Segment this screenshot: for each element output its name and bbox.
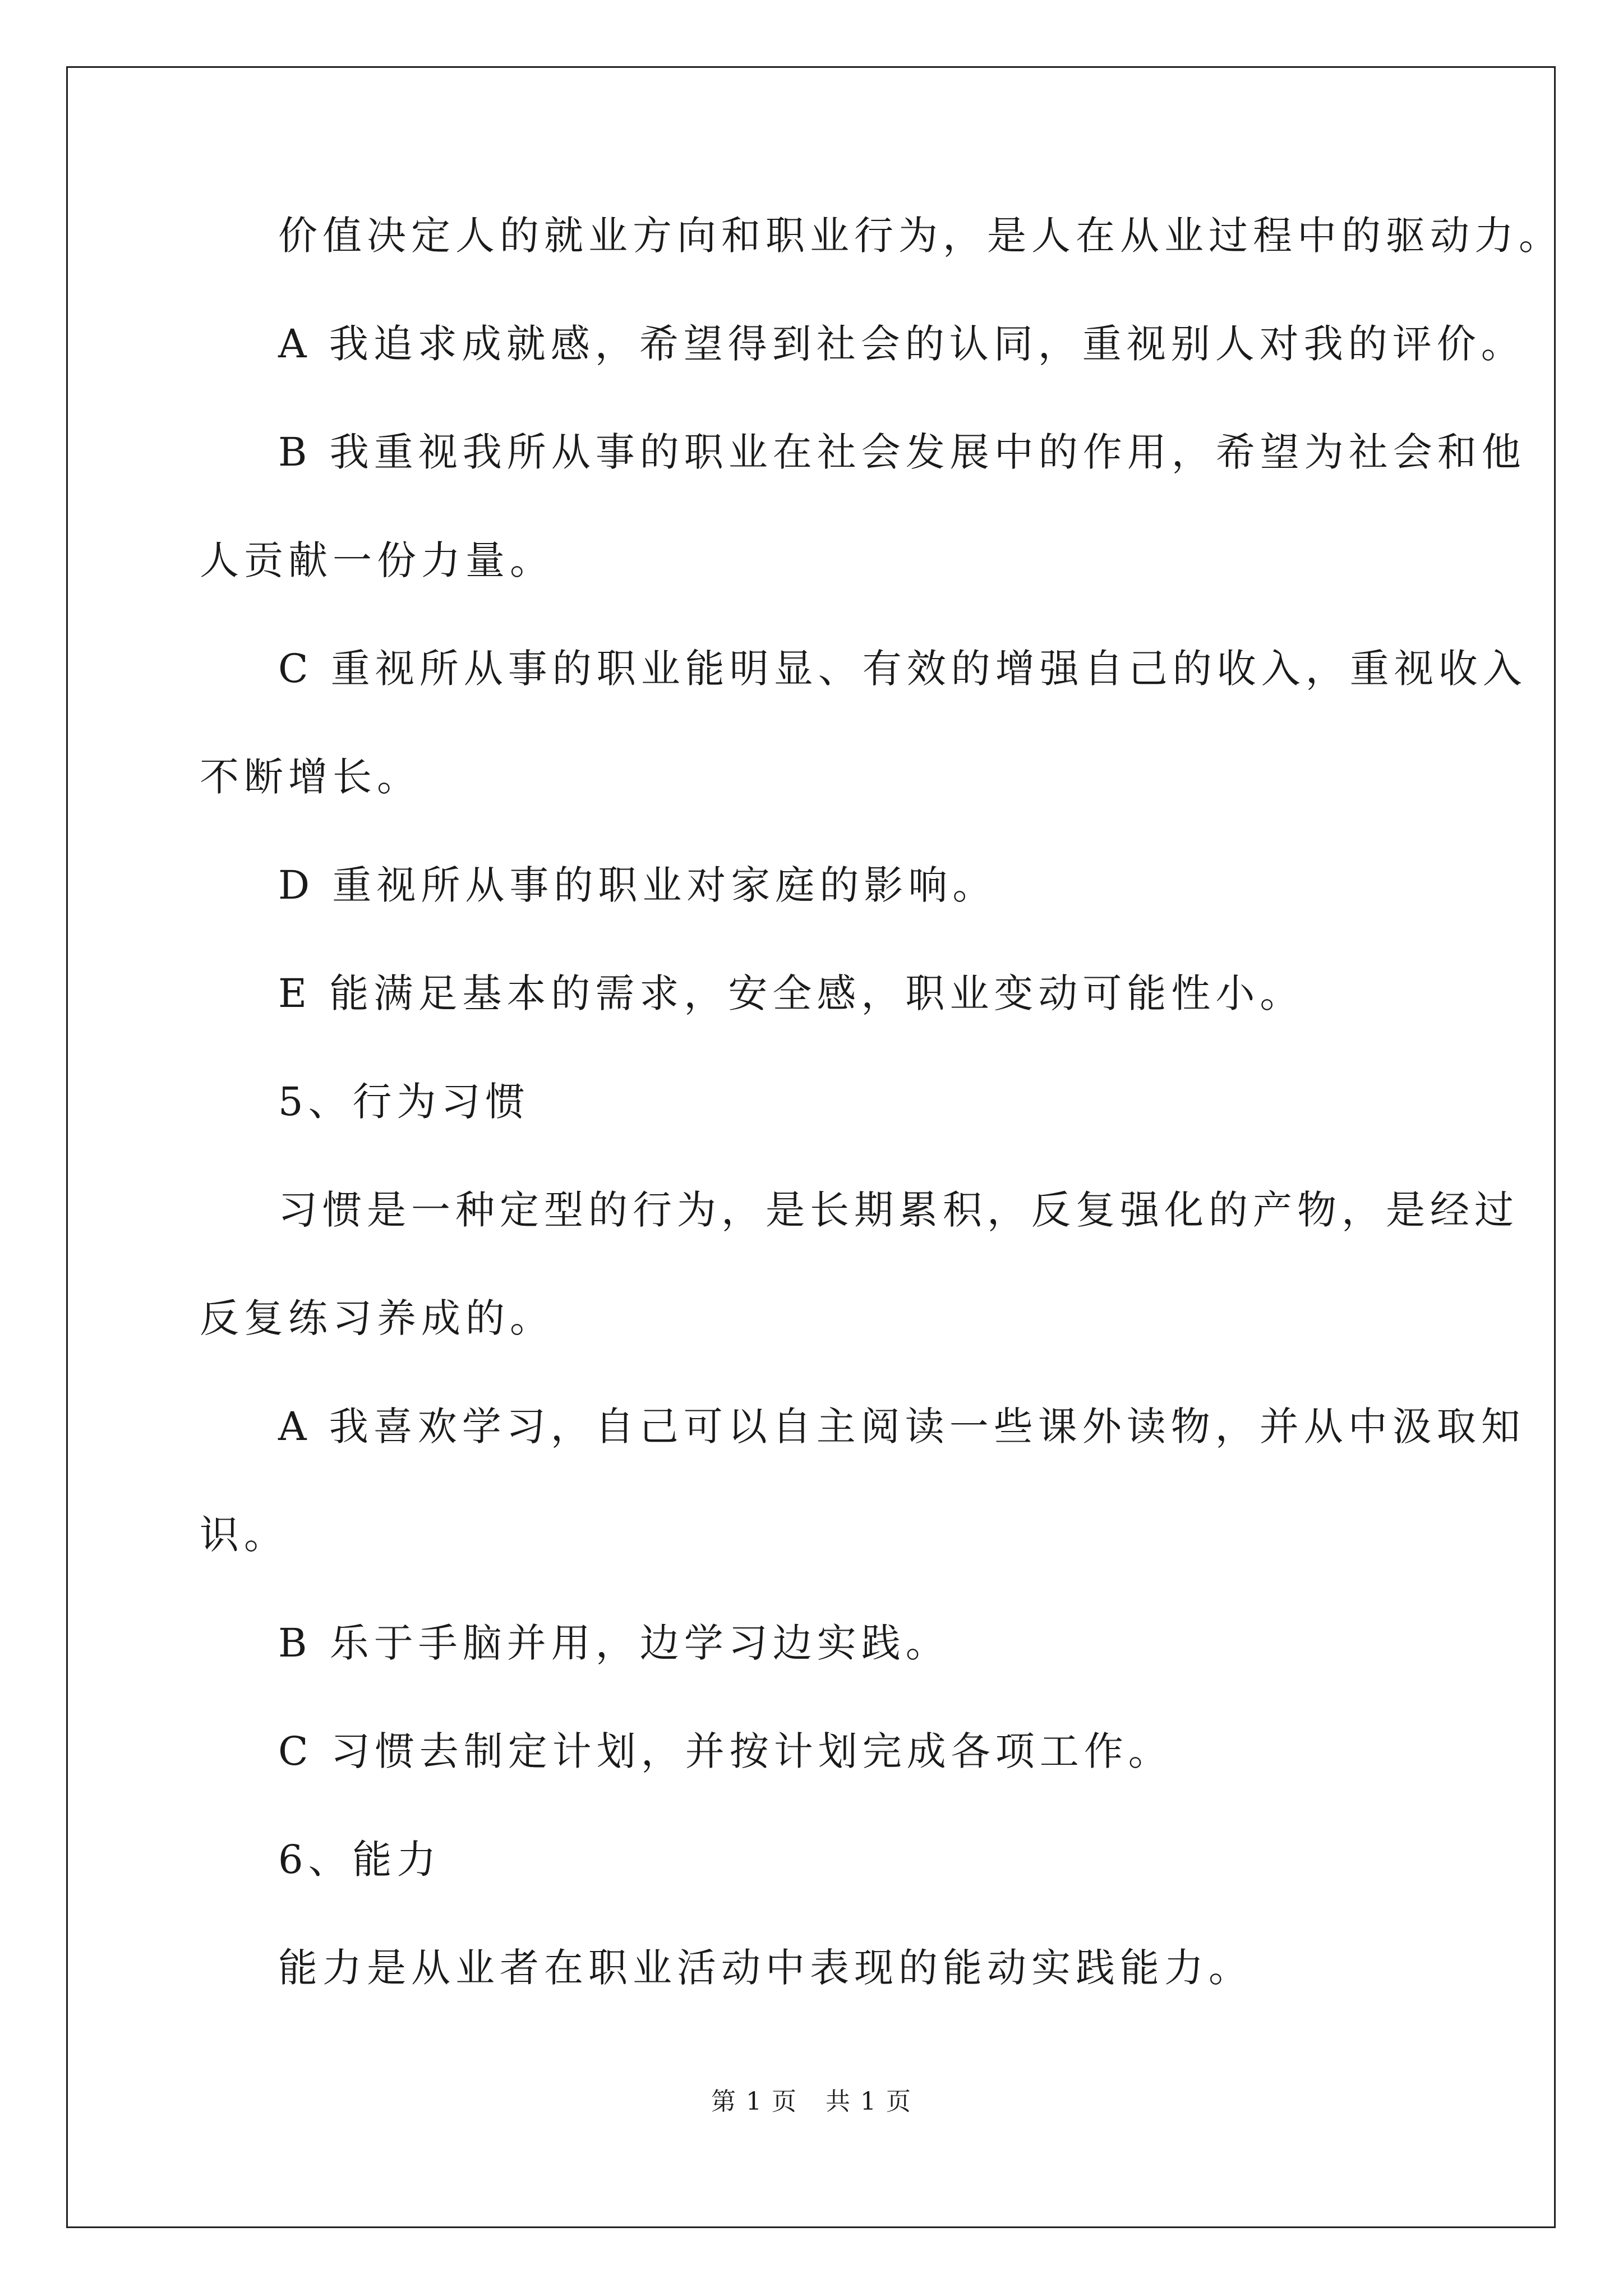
text-line: 人贡献一份力量。 bbox=[200, 537, 554, 583]
page-total: 共 1 页 bbox=[826, 2087, 912, 2116]
paragraph bbox=[200, 862, 1439, 908]
text-line: 不断增长。 bbox=[200, 754, 421, 800]
page-number: 第 1 页 bbox=[711, 2087, 797, 2116]
paragraph bbox=[200, 1728, 1439, 1774]
paragraph bbox=[200, 970, 1439, 1016]
text-line: 价值决定人的就业方向和职业行为，是人在从业过程中的驱动力。 bbox=[278, 213, 1563, 259]
text-line: B 我重视我所从事的职业在社会发展中的作用，希望为社会和他 bbox=[278, 429, 1526, 475]
text-line: 6、能力 bbox=[278, 1837, 441, 1883]
text-line: 5、行为习惯 bbox=[278, 1079, 530, 1125]
text-line: B 乐于手脑并用，边学习边实践。 bbox=[278, 1620, 950, 1666]
text-line: A 我追求成就感，希望得到社会的认同，重视别人对我的评价。 bbox=[278, 321, 1525, 367]
paragraph bbox=[200, 321, 1525, 367]
section-heading bbox=[200, 1837, 1439, 1883]
paragraph bbox=[200, 1187, 1519, 1341]
page-footer bbox=[0, 2087, 1623, 2116]
paragraph bbox=[200, 1945, 1439, 1991]
paragraph bbox=[200, 429, 1526, 583]
text-line: A 我喜欢学习，自己可以自主阅读一些课外读物，并从中汲取知 bbox=[278, 1404, 1525, 1450]
paragraph bbox=[200, 1404, 1525, 1558]
text-line: 反复练习养成的。 bbox=[200, 1295, 554, 1341]
text-line: C 重视所从事的职业能明显、有效的增强自己的收入，重视收入 bbox=[278, 646, 1527, 692]
text-line: D 重视所从事的职业对家庭的影响。 bbox=[278, 862, 997, 908]
text-line: C 习惯去制定计划，并按计划完成各项工作。 bbox=[278, 1728, 1173, 1774]
paragraph bbox=[200, 1620, 1439, 1666]
paragraph bbox=[200, 646, 1527, 800]
text-line: 识。 bbox=[200, 1512, 288, 1558]
text-line: E 能满足基本的需求，安全感，职业变动可能性小。 bbox=[278, 970, 1304, 1016]
paragraph bbox=[200, 213, 1563, 259]
document-body bbox=[200, 213, 1563, 2056]
text-line: 习惯是一种定型的行为，是长期累积，反复强化的产物，是经过 bbox=[278, 1187, 1519, 1233]
section-heading bbox=[200, 1079, 1439, 1125]
text-line: 能力是从业者在职业活动中表现的能动实践能力。 bbox=[278, 1945, 1253, 1991]
